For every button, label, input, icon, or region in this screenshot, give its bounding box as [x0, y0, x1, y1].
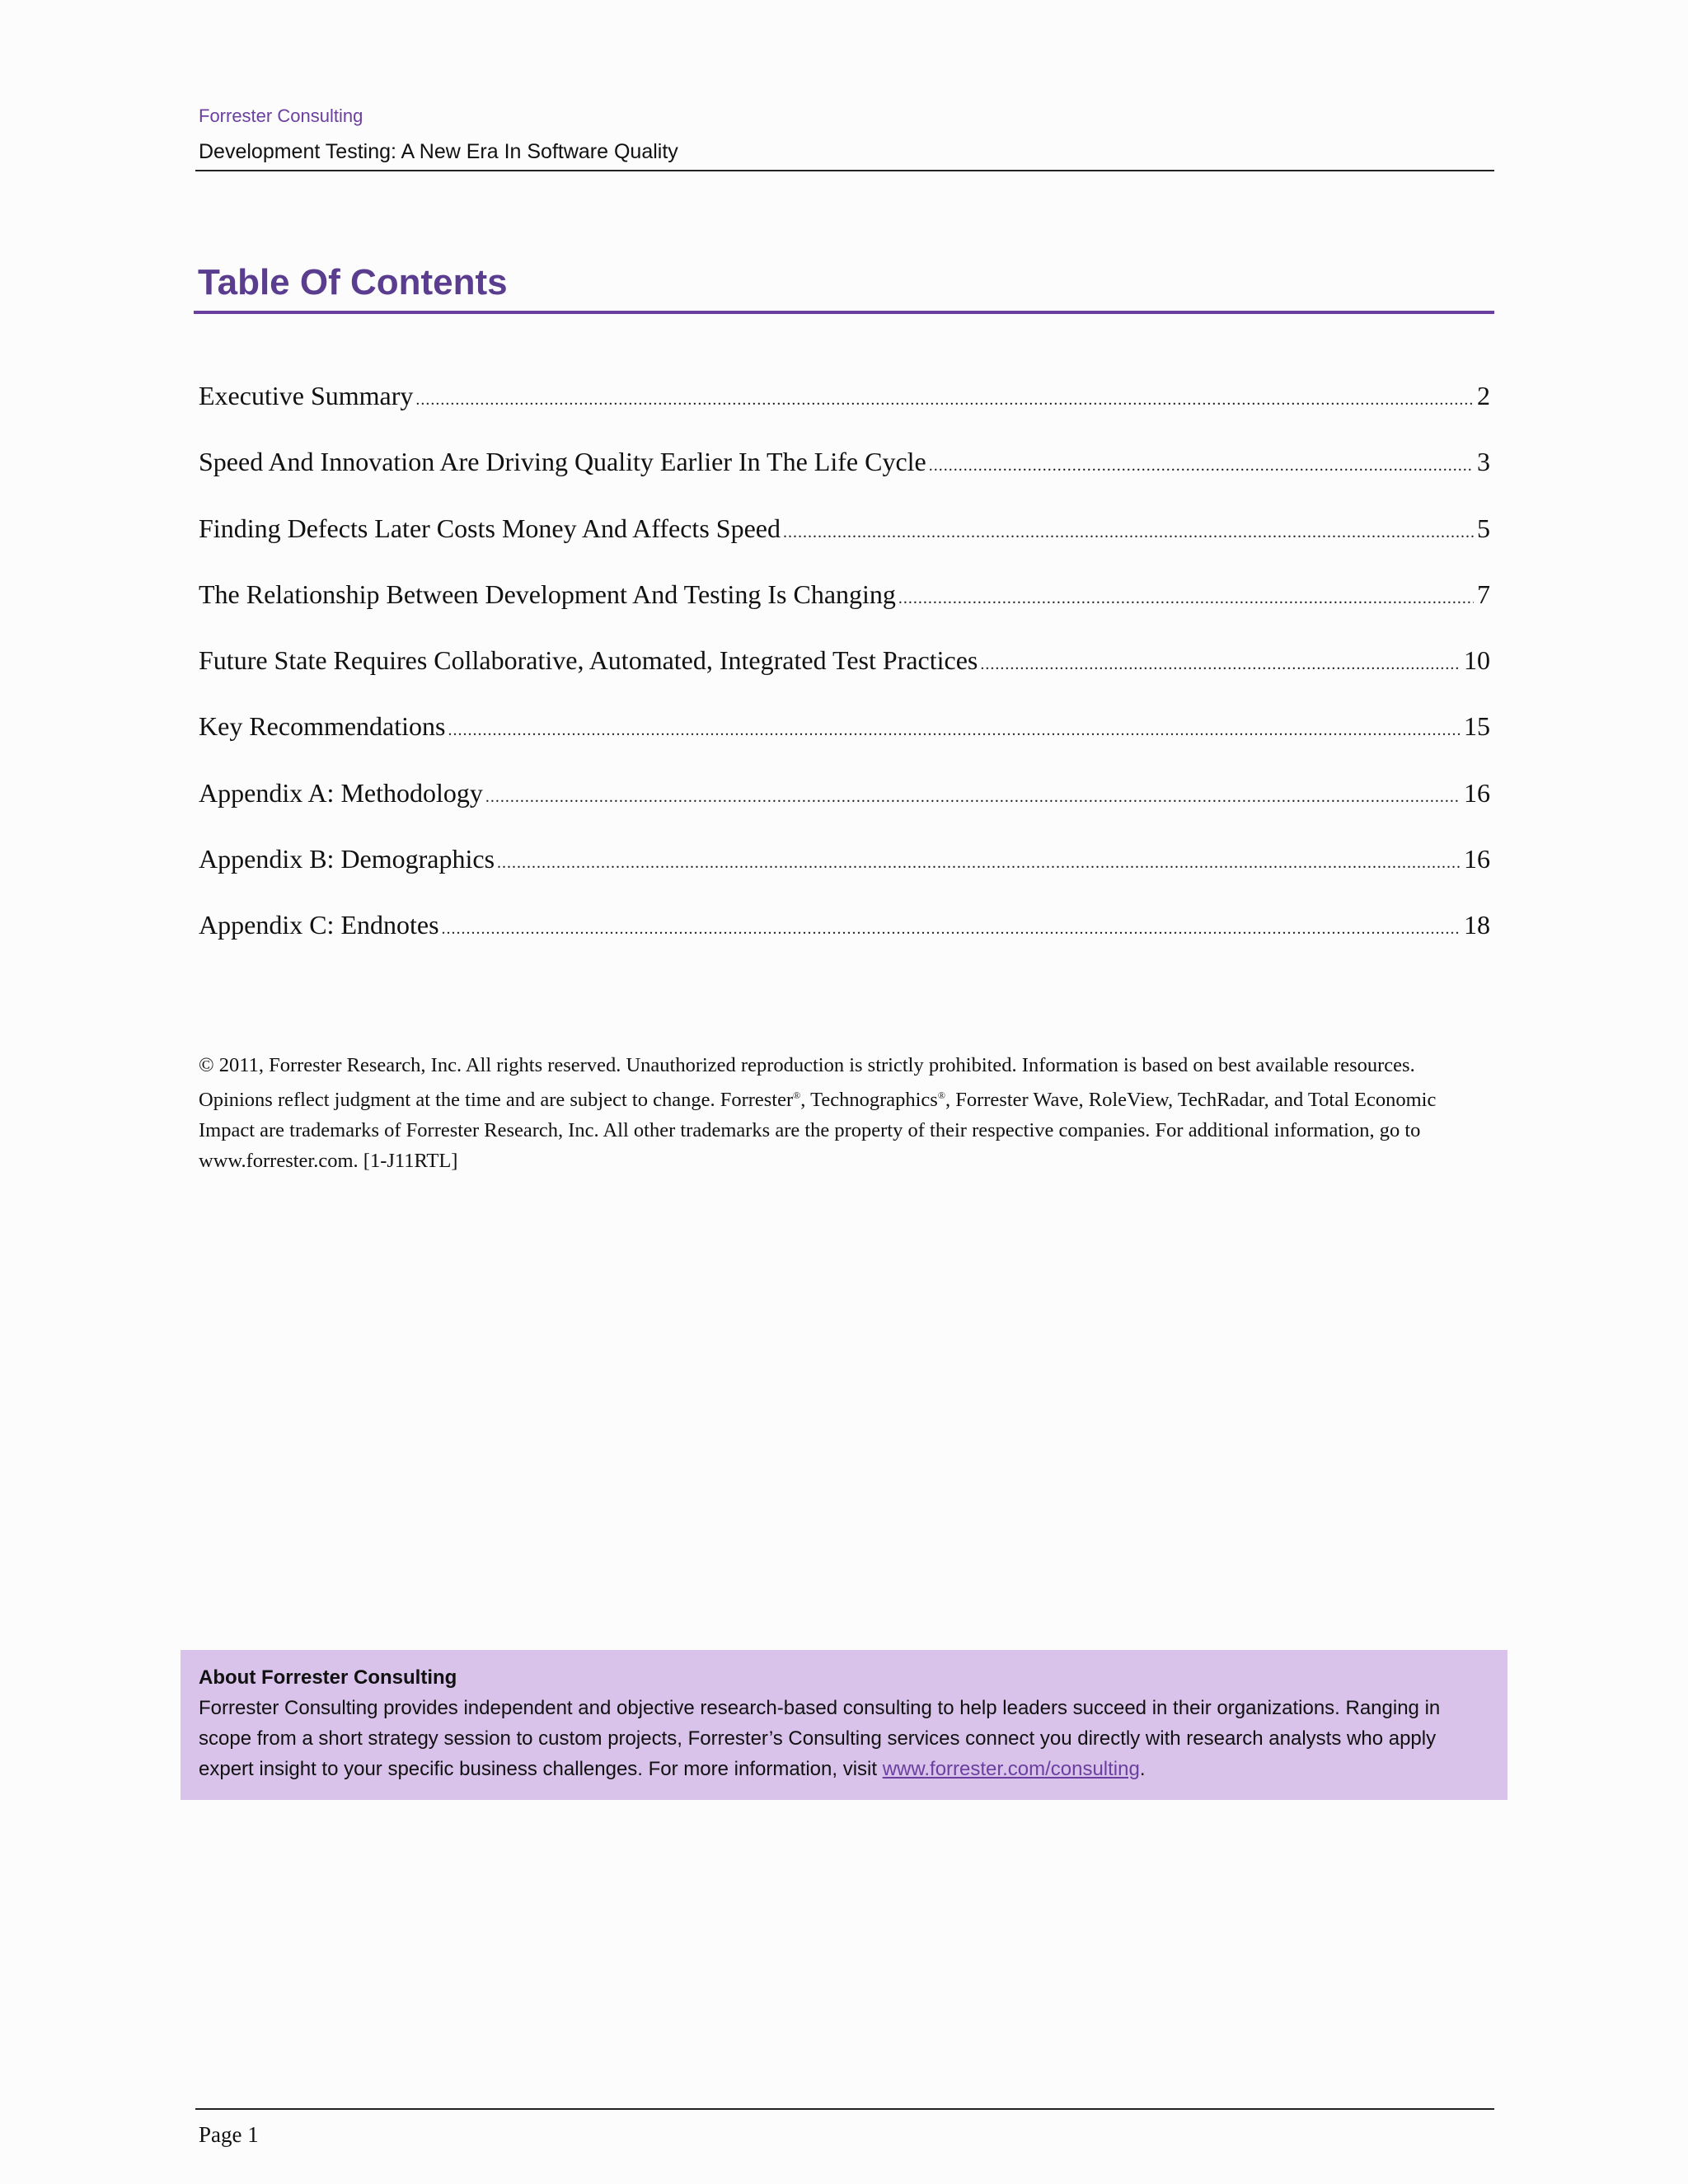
- toc-entry-title: Executive Summary: [199, 381, 414, 410]
- toc-entry-title: The Relationship Between Development And Testing Is Changing: [199, 579, 896, 609]
- toc-entry-page: 18: [1464, 910, 1490, 940]
- header-brand: Forrester Consulting: [199, 105, 363, 126]
- about-body: Forrester Consulting provides independent and objective research-based consulting to help leaders succeed in their organizations. Ranging in scope from a short strategy session to custom projects, Forrester’s Consulting services connect you directly with research analysts who apply expert insight to your specific business challenges. For more information, visit: [199, 1697, 1441, 1780]
- toc-list: [199, 381, 1490, 977]
- toc-entry-future-state[interactable]: [199, 645, 1490, 711]
- toc-entry-page: 15: [1464, 711, 1490, 742]
- toc-entry-page: 16: [1464, 777, 1490, 808]
- toc-entry-title: Future State Requires Collaborative, Automated, Integrated Test Practices: [199, 645, 978, 676]
- toc-leader-dots: [448, 721, 1461, 740]
- toc-entry-page: 5: [1477, 513, 1490, 543]
- toc-entry-title: Appendix A: Methodology: [199, 777, 483, 808]
- toc-heading-divider: [194, 311, 1494, 314]
- toc-heading: Table Of Contents: [198, 262, 508, 302]
- registered-mark: ®: [937, 1090, 945, 1101]
- header-divider: [195, 170, 1494, 171]
- copyright-notice: [199, 1050, 1493, 1176]
- toc-entry-executive-summary[interactable]: [199, 381, 1490, 447]
- toc-leader-dots: [929, 457, 1474, 476]
- toc-entry-page: 7: [1477, 579, 1490, 609]
- toc-entry-title: Finding Defects Later Costs Money And Affects Speed: [199, 513, 781, 543]
- toc-leader-dots: [497, 854, 1461, 873]
- about-forrester-box: [181, 1650, 1507, 1800]
- toc-entry-finding-defects[interactable]: [199, 513, 1490, 579]
- toc-entry-page: 2: [1477, 381, 1490, 410]
- toc-entry-page: 16: [1464, 844, 1490, 874]
- registered-mark: ®: [793, 1090, 801, 1101]
- toc-entry-relationship[interactable]: [199, 579, 1490, 645]
- document-title: Development Testing: A New Era In Software Quality: [199, 140, 678, 163]
- toc-entry-title: Appendix B: Demographics: [199, 844, 495, 874]
- copyright-text-part1: © 2011, Forrester Research, Inc. All rights reserved. Unauthorized reproduction is strictly prohibited. Information is based on best available resources. Opinions reflect judgment at the time and are subject to change. Forrester: [199, 1054, 1415, 1112]
- about-text: [199, 1693, 1489, 1784]
- toc-leader-dots: [783, 523, 1474, 542]
- footer-divider: [195, 2108, 1494, 2110]
- copyright-text-part2: , Technographics: [800, 1089, 938, 1112]
- toc-entry-page: 10: [1464, 645, 1490, 676]
- toc-entry-page: 3: [1477, 447, 1490, 477]
- toc-entry-speed-and-innovation[interactable]: [199, 447, 1490, 513]
- about-text-end: .: [1139, 1758, 1146, 1780]
- toc-entry-key-recommendations[interactable]: [199, 711, 1490, 777]
- toc-entry-title: Appendix C: Endnotes: [199, 910, 439, 940]
- toc-entry-title: Speed And Innovation Are Driving Quality Earlier In The Life Cycle: [199, 447, 926, 477]
- toc-entry-title: Key Recommendations: [199, 711, 446, 742]
- toc-leader-dots: [442, 920, 1461, 939]
- toc-entry-appendix-c[interactable]: [199, 910, 1490, 976]
- toc-entry-appendix-b[interactable]: [199, 844, 1490, 910]
- toc-leader-dots: [980, 655, 1461, 674]
- toc-leader-dots: [485, 788, 1461, 807]
- page-number: Page 1: [199, 2122, 259, 2147]
- toc-leader-dots: [898, 589, 1474, 608]
- toc-entry-appendix-a[interactable]: [199, 778, 1490, 844]
- copyright-text-part3: , Forrester Wave, RoleView, TechRadar, and Total Economic Impact are trademarks of Forrester Research, Inc. All other trademarks are the property of their respective companies. For additional information, go to www.forrester.com. [1-J11RTL]: [199, 1089, 1437, 1173]
- toc-leader-dots: [415, 391, 1474, 410]
- consulting-link[interactable]: www.forrester.com/consulting: [882, 1758, 1140, 1780]
- about-title: About Forrester Consulting: [199, 1666, 457, 1689]
